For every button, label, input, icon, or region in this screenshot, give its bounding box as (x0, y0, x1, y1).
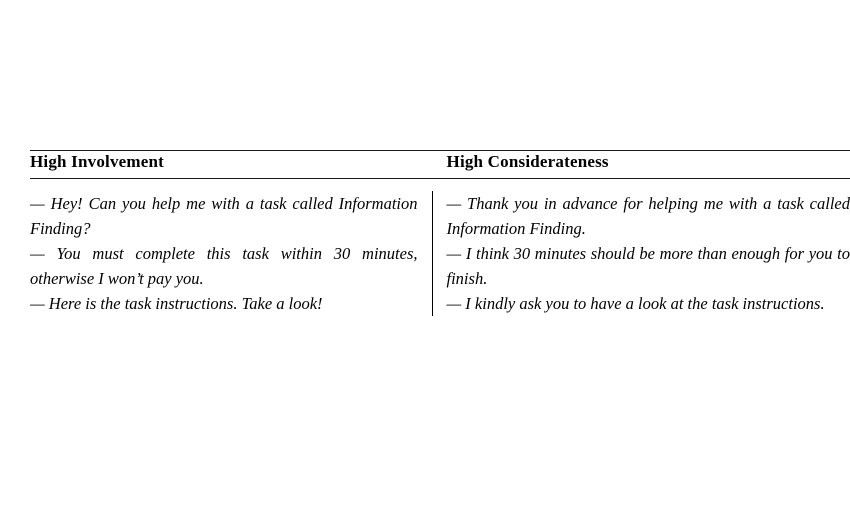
utterance-line: — You must complete this task within 30 minutes, otherwise I won’t pay you. (30, 244, 418, 288)
table-header-rule (30, 178, 850, 179)
utterance-line: — I think 30 minutes should be more than enough for you to finish. (446, 244, 850, 288)
utterance-line: — Hey! Can you help me with a task called Information Finding? (30, 194, 418, 238)
column-header-high-considerateness: High Considerateness (446, 152, 609, 171)
table-header-row (30, 151, 850, 178)
utterance-line: — Here is the task instructions. Take a look! (30, 294, 323, 313)
utterance-line: — Thank you in advance for helping me with a task called Information Finding. (446, 194, 850, 238)
cell-high-considerateness (447, 191, 850, 316)
utterance-line: — I kindly ask you to have a look at the task instructions. (446, 294, 825, 313)
comparison-table (30, 150, 850, 316)
column-header-high-involvement: High Involvement (30, 152, 165, 171)
table-body-row (30, 191, 850, 316)
cell-high-involvement (30, 191, 418, 316)
column-divider-body (432, 191, 433, 316)
